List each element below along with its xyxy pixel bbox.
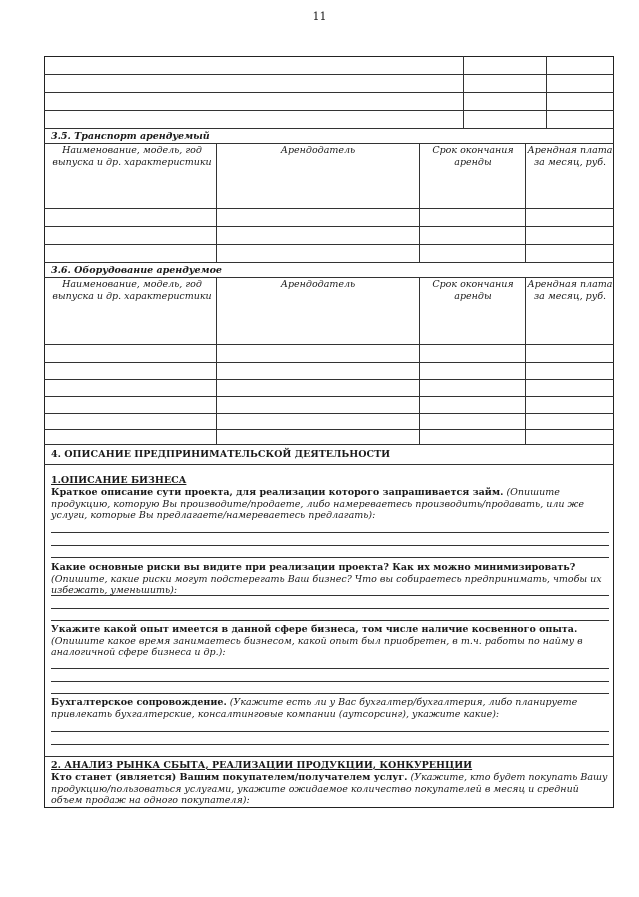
transport-title: 3.5. Транспорт арендуемый [51,131,210,142]
equipment-col-term: Срок окончания аренды [432,279,514,302]
equipment-col-name: Наименование, модель, год выпуска и др. характеристики [52,279,212,302]
equipment-col-rent: Арендная плата за месяц, руб. [527,279,613,302]
transport-col-name: Наименование, модель, год выпуска и др. характеристики [52,145,212,168]
transport-col-rent: Арендная плата за месяц, руб. [527,145,613,168]
section4-title: 4. ОПИСАНИЕ ПРЕДПРИНИМАТЕЛЬСКОЙ ДЕЯТЕЛЬНОСТИ [51,449,391,460]
question-risks: Какие основные риски вы видите при реализации проекта? Как их можно минимизировать? (Опишите, какие риски могут подстерегать Ваш бизнес? Что вы собираетесь предпринимать, чтобы их избежать, уменьшить): [51,562,602,596]
question-experience: Укажите какой опыт имеется в данной сфере бизнеса, том числе наличие косвенного опыта. (Опишите какое время занимаетесь бизнесом, какой опыт был приобретен, в т.ч. работы по найму в аналогичной сфере бизнеса и др.): [51,624,583,658]
equipment-title: 3.6. Оборудование арендуемое [51,265,222,276]
question-customers: Кто станет (является) Вашим покупателем/получателем услуг. (Укажите, кто будет покупать Вашу продукцию/пользоваться услугами, укажите ожидаемое количество покупателей в месяц и средний объем продаж на одного покупателя): [51,772,608,806]
question-project-description: Краткое описание сути проекта, для реализации которого запрашивается займ. (Опишите продукцию, которую Вы производите/продаете, либо намереваетесь производить/продавать, или же услуги, которые Вы предлагаете/намереваетесь предлагать): [51,487,584,521]
transport-col-lessor: Арендодатель [280,145,356,156]
transport-col-term: Срок окончания аренды [432,145,514,168]
market-analysis-heading: 2. АНАЛИЗ РЫНКА СБЫТА, РЕАЛИЗАЦИИ ПРОДУКЦИИ, КОНКУРЕНЦИИ [51,760,473,771]
question-accounting: Бухгалтерское сопровождение. (Укажите есть ли у Вас бухгалтер/бухгалтерия, либо планируете привлекать бухгалтерские, консалтинговые компании (аутсорсинг), укажите какие): [51,697,578,720]
equipment-col-lessor: Арендодатель [280,279,356,290]
business-description-heading: 1.ОПИСАНИЕ БИЗНЕСА [51,475,187,486]
page-number: 11 [312,10,327,23]
